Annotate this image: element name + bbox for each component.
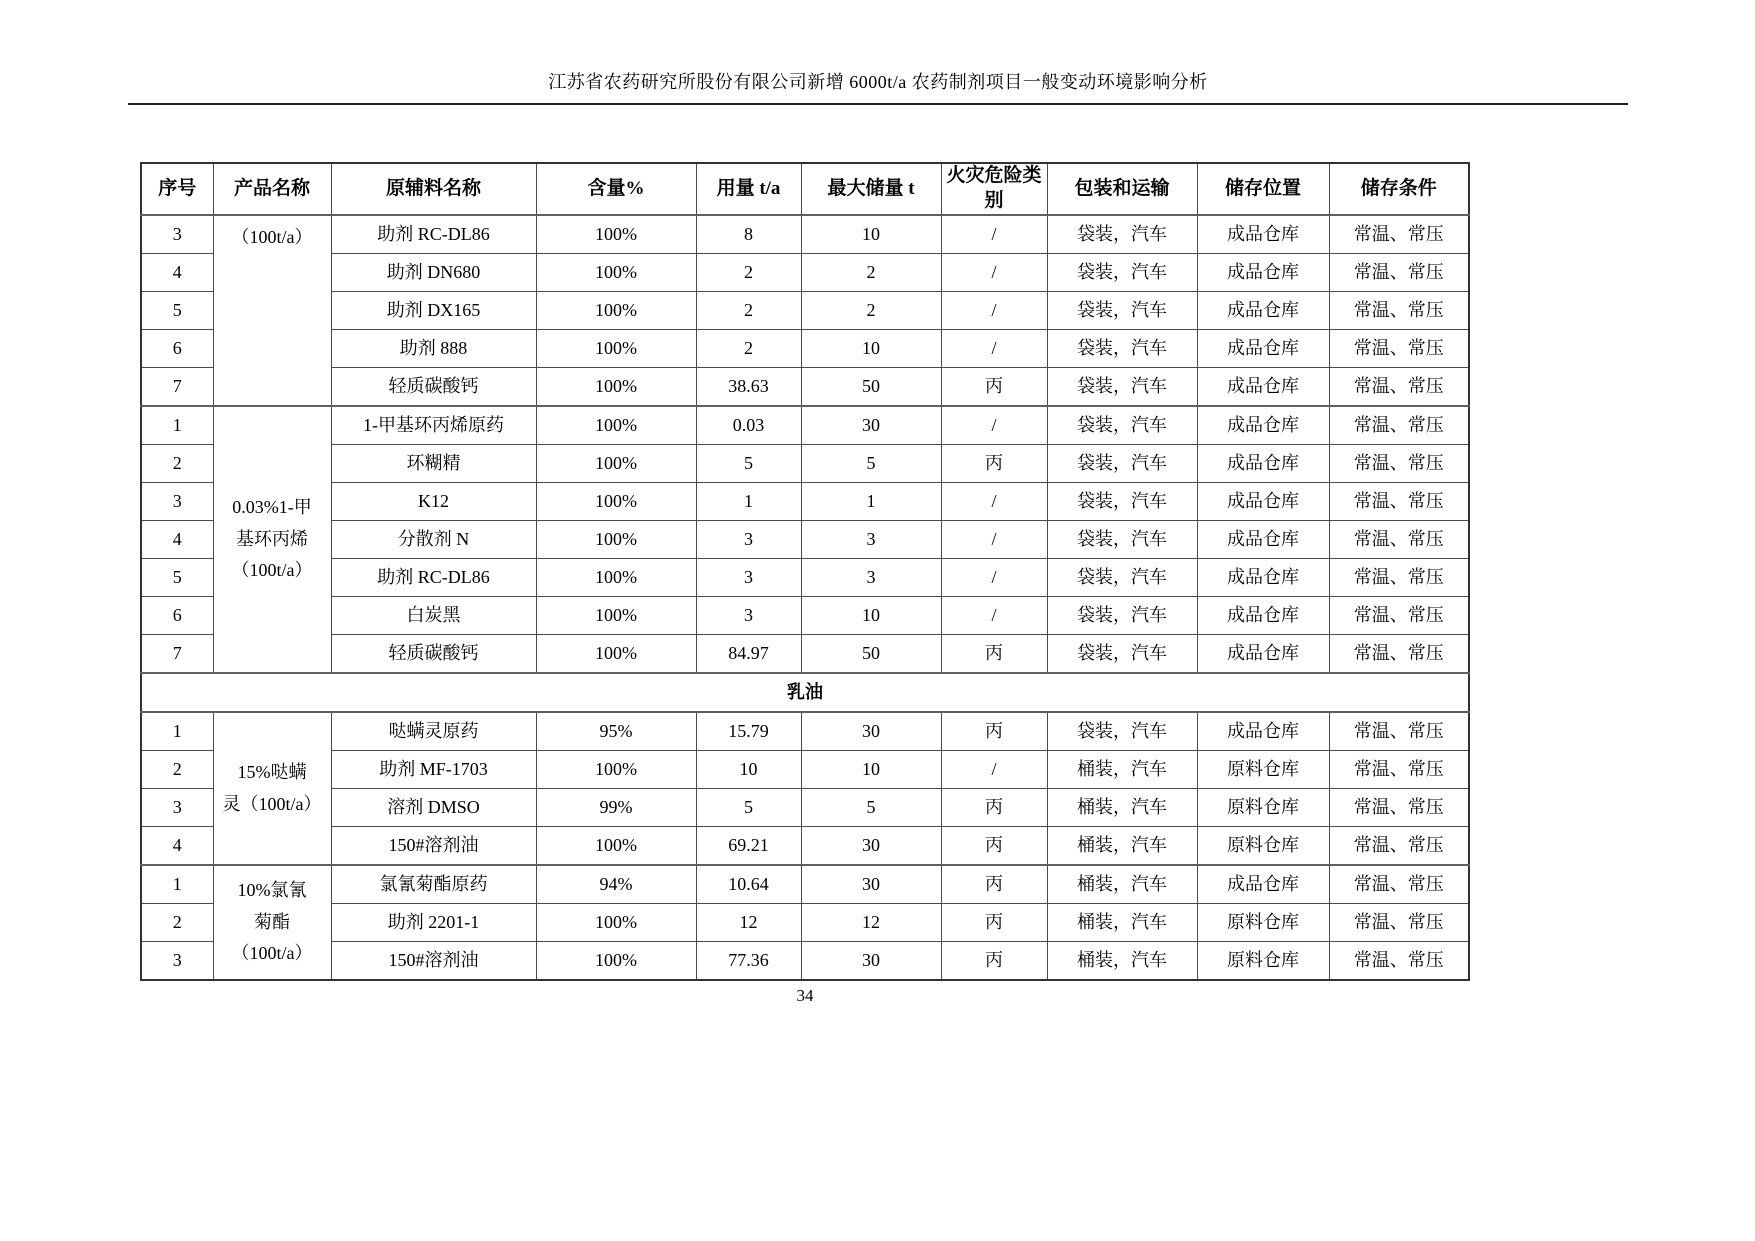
cell-usage: 3 bbox=[696, 521, 801, 559]
table-row bbox=[141, 254, 1469, 292]
cell-material-name: 助剂 RC-DL86 bbox=[331, 559, 536, 597]
cell-usage: 12 bbox=[696, 904, 801, 942]
section-label: 乳油 bbox=[141, 673, 1469, 712]
table-row bbox=[141, 445, 1469, 483]
column-header-8: 包装和运输 bbox=[1047, 163, 1197, 215]
cell-max-storage: 5 bbox=[801, 789, 941, 827]
cell-usage: 15.79 bbox=[696, 712, 801, 751]
table-row bbox=[141, 330, 1469, 368]
cell-material-name: 助剂 MF-1703 bbox=[331, 751, 536, 789]
header-title: 江苏省农药研究所股份有限公司新增 6000t/a 农药制剂项目一般变动环境影响分析 bbox=[548, 72, 1208, 92]
cell-content-percent: 100% bbox=[536, 521, 696, 559]
cell-fire-hazard-class: 丙 bbox=[941, 827, 1047, 866]
materials-table-body bbox=[141, 215, 1469, 980]
cell-storage-condition: 常温、常压 bbox=[1329, 215, 1469, 254]
cell-usage: 2 bbox=[696, 292, 801, 330]
cell-index: 4 bbox=[141, 827, 213, 866]
cell-packaging-transport: 袋装，汽车 bbox=[1047, 368, 1197, 407]
cell-packaging-transport: 袋装，汽车 bbox=[1047, 292, 1197, 330]
cell-content-percent: 100% bbox=[536, 483, 696, 521]
cell-packaging-transport: 袋装，汽车 bbox=[1047, 597, 1197, 635]
cell-material-name: 助剂 DN680 bbox=[331, 254, 536, 292]
column-header-6: 最大储量 t bbox=[801, 163, 941, 215]
cell-packaging-transport: 桶装，汽车 bbox=[1047, 904, 1197, 942]
cell-content-percent: 100% bbox=[536, 330, 696, 368]
cell-usage: 10 bbox=[696, 751, 801, 789]
cell-storage-condition: 常温、常压 bbox=[1329, 254, 1469, 292]
cell-max-storage: 50 bbox=[801, 368, 941, 407]
cell-storage-condition: 常温、常压 bbox=[1329, 559, 1469, 597]
cell-storage-location: 原料仓库 bbox=[1197, 751, 1329, 789]
cell-packaging-transport: 袋装，汽车 bbox=[1047, 712, 1197, 751]
cell-packaging-transport: 桶装，汽车 bbox=[1047, 865, 1197, 904]
cell-packaging-transport: 桶装，汽车 bbox=[1047, 827, 1197, 866]
column-header-1: 序号 bbox=[141, 163, 213, 215]
cell-max-storage: 10 bbox=[801, 751, 941, 789]
cell-fire-hazard-class: 丙 bbox=[941, 635, 1047, 674]
cell-storage-condition: 常温、常压 bbox=[1329, 904, 1469, 942]
cell-fire-hazard-class: 丙 bbox=[941, 904, 1047, 942]
cell-material-name: 助剂 888 bbox=[331, 330, 536, 368]
cell-storage-location: 成品仓库 bbox=[1197, 292, 1329, 330]
column-header-7: 火灾危险类别 bbox=[941, 163, 1047, 215]
cell-fire-hazard-class: / bbox=[941, 597, 1047, 635]
cell-fire-hazard-class: 丙 bbox=[941, 865, 1047, 904]
table-row bbox=[141, 292, 1469, 330]
cell-content-percent: 100% bbox=[536, 904, 696, 942]
cell-index: 3 bbox=[141, 483, 213, 521]
cell-index: 2 bbox=[141, 445, 213, 483]
table-header-row bbox=[141, 163, 1469, 215]
cell-max-storage: 50 bbox=[801, 635, 941, 674]
cell-packaging-transport: 袋装，汽车 bbox=[1047, 483, 1197, 521]
cell-storage-location: 成品仓库 bbox=[1197, 330, 1329, 368]
cell-index: 3 bbox=[141, 789, 213, 827]
cell-max-storage: 5 bbox=[801, 445, 941, 483]
cell-index: 7 bbox=[141, 635, 213, 674]
table-header bbox=[141, 163, 1469, 215]
cell-content-percent: 95% bbox=[536, 712, 696, 751]
section-row bbox=[141, 673, 1469, 712]
column-header-3: 原辅料名称 bbox=[331, 163, 536, 215]
page-number: 34 bbox=[796, 986, 814, 1005]
cell-content-percent: 100% bbox=[536, 751, 696, 789]
cell-max-storage: 2 bbox=[801, 292, 941, 330]
cell-index: 4 bbox=[141, 254, 213, 292]
cell-usage: 8 bbox=[696, 215, 801, 254]
cell-index: 3 bbox=[141, 215, 213, 254]
table-row bbox=[141, 559, 1469, 597]
table-row bbox=[141, 865, 1469, 904]
cell-fire-hazard-class: 丙 bbox=[941, 789, 1047, 827]
column-header-5: 用量 t/a bbox=[696, 163, 801, 215]
cell-content-percent: 100% bbox=[536, 445, 696, 483]
table-row bbox=[141, 521, 1469, 559]
cell-storage-condition: 常温、常压 bbox=[1329, 712, 1469, 751]
cell-packaging-transport: 袋装，汽车 bbox=[1047, 635, 1197, 674]
cell-usage: 1 bbox=[696, 483, 801, 521]
cell-fire-hazard-class: / bbox=[941, 330, 1047, 368]
cell-usage: 5 bbox=[696, 445, 801, 483]
cell-product-name: 0.03%1-甲 基环丙烯 （100t/a） bbox=[213, 406, 331, 673]
cell-max-storage: 3 bbox=[801, 559, 941, 597]
cell-storage-condition: 常温、常压 bbox=[1329, 635, 1469, 674]
cell-packaging-transport: 桶装，汽车 bbox=[1047, 751, 1197, 789]
cell-max-storage: 3 bbox=[801, 521, 941, 559]
cell-usage: 77.36 bbox=[696, 942, 801, 981]
cell-storage-location: 成品仓库 bbox=[1197, 254, 1329, 292]
cell-content-percent: 100% bbox=[536, 292, 696, 330]
cell-storage-condition: 常温、常压 bbox=[1329, 942, 1469, 981]
cell-index: 4 bbox=[141, 521, 213, 559]
cell-index: 7 bbox=[141, 368, 213, 407]
cell-storage-condition: 常温、常压 bbox=[1329, 368, 1469, 407]
table-row bbox=[141, 712, 1469, 751]
cell-index: 2 bbox=[141, 751, 213, 789]
cell-usage: 84.97 bbox=[696, 635, 801, 674]
cell-packaging-transport: 桶装，汽车 bbox=[1047, 942, 1197, 981]
cell-content-percent: 100% bbox=[536, 635, 696, 674]
cell-max-storage: 30 bbox=[801, 865, 941, 904]
cell-packaging-transport: 袋装，汽车 bbox=[1047, 254, 1197, 292]
cell-usage: 2 bbox=[696, 254, 801, 292]
cell-storage-condition: 常温、常压 bbox=[1329, 406, 1469, 445]
cell-max-storage: 1 bbox=[801, 483, 941, 521]
cell-max-storage: 30 bbox=[801, 712, 941, 751]
cell-max-storage: 2 bbox=[801, 254, 941, 292]
cell-storage-location: 成品仓库 bbox=[1197, 445, 1329, 483]
cell-material-name: 氯氰菊酯原药 bbox=[331, 865, 536, 904]
cell-storage-location: 原料仓库 bbox=[1197, 789, 1329, 827]
cell-material-name: 哒螨灵原药 bbox=[331, 712, 536, 751]
cell-material-name: 轻质碳酸钙 bbox=[331, 635, 536, 674]
cell-storage-condition: 常温、常压 bbox=[1329, 597, 1469, 635]
cell-fire-hazard-class: / bbox=[941, 751, 1047, 789]
cell-storage-location: 原料仓库 bbox=[1197, 942, 1329, 981]
document-header bbox=[128, 68, 1628, 105]
table-row bbox=[141, 597, 1469, 635]
cell-index: 2 bbox=[141, 904, 213, 942]
cell-packaging-transport: 袋装，汽车 bbox=[1047, 521, 1197, 559]
cell-fire-hazard-class: / bbox=[941, 292, 1047, 330]
cell-usage: 10.64 bbox=[696, 865, 801, 904]
cell-index: 6 bbox=[141, 330, 213, 368]
table-row bbox=[141, 789, 1469, 827]
cell-product-name: （100t/a） bbox=[213, 215, 331, 406]
cell-product-name: 15%哒螨 灵（100t/a） bbox=[213, 712, 331, 865]
cell-fire-hazard-class: 丙 bbox=[941, 445, 1047, 483]
cell-packaging-transport: 袋装，汽车 bbox=[1047, 215, 1197, 254]
cell-storage-location: 成品仓库 bbox=[1197, 597, 1329, 635]
cell-material-name: 150#溶剂油 bbox=[331, 827, 536, 866]
cell-fire-hazard-class: / bbox=[941, 254, 1047, 292]
document-footer bbox=[140, 986, 1470, 1006]
cell-usage: 69.21 bbox=[696, 827, 801, 866]
cell-storage-location: 成品仓库 bbox=[1197, 635, 1329, 674]
cell-fire-hazard-class: / bbox=[941, 215, 1047, 254]
cell-storage-location: 成品仓库 bbox=[1197, 559, 1329, 597]
table-row bbox=[141, 215, 1469, 254]
cell-content-percent: 100% bbox=[536, 368, 696, 407]
cell-material-name: 助剂 DX165 bbox=[331, 292, 536, 330]
cell-index: 5 bbox=[141, 559, 213, 597]
cell-fire-hazard-class: / bbox=[941, 483, 1047, 521]
cell-max-storage: 12 bbox=[801, 904, 941, 942]
cell-max-storage: 10 bbox=[801, 215, 941, 254]
cell-storage-location: 成品仓库 bbox=[1197, 483, 1329, 521]
cell-storage-condition: 常温、常压 bbox=[1329, 292, 1469, 330]
cell-usage: 38.63 bbox=[696, 368, 801, 407]
cell-material-name: 助剂 2201-1 bbox=[331, 904, 536, 942]
cell-storage-condition: 常温、常压 bbox=[1329, 827, 1469, 866]
cell-content-percent: 94% bbox=[536, 865, 696, 904]
cell-fire-hazard-class: 丙 bbox=[941, 712, 1047, 751]
cell-storage-condition: 常温、常压 bbox=[1329, 865, 1469, 904]
cell-index: 1 bbox=[141, 406, 213, 445]
table-row bbox=[141, 406, 1469, 445]
cell-storage-location: 成品仓库 bbox=[1197, 406, 1329, 445]
cell-material-name: 轻质碳酸钙 bbox=[331, 368, 536, 407]
table-row bbox=[141, 751, 1469, 789]
table-row bbox=[141, 635, 1469, 674]
cell-index: 1 bbox=[141, 712, 213, 751]
cell-storage-condition: 常温、常压 bbox=[1329, 521, 1469, 559]
table-row bbox=[141, 942, 1469, 981]
cell-max-storage: 30 bbox=[801, 406, 941, 445]
cell-fire-hazard-class: / bbox=[941, 521, 1047, 559]
cell-content-percent: 100% bbox=[536, 942, 696, 981]
cell-content-percent: 100% bbox=[536, 827, 696, 866]
cell-usage: 0.03 bbox=[696, 406, 801, 445]
cell-material-name: K12 bbox=[331, 483, 536, 521]
cell-content-percent: 100% bbox=[536, 254, 696, 292]
cell-packaging-transport: 袋装，汽车 bbox=[1047, 559, 1197, 597]
cell-storage-condition: 常温、常压 bbox=[1329, 483, 1469, 521]
cell-content-percent: 100% bbox=[536, 215, 696, 254]
cell-material-name: 分散剂 N bbox=[331, 521, 536, 559]
table-row bbox=[141, 368, 1469, 407]
column-header-10: 储存条件 bbox=[1329, 163, 1469, 215]
cell-packaging-transport: 袋装，汽车 bbox=[1047, 330, 1197, 368]
cell-storage-location: 原料仓库 bbox=[1197, 827, 1329, 866]
cell-content-percent: 99% bbox=[536, 789, 696, 827]
cell-storage-condition: 常温、常压 bbox=[1329, 330, 1469, 368]
cell-fire-hazard-class: 丙 bbox=[941, 368, 1047, 407]
cell-content-percent: 100% bbox=[536, 559, 696, 597]
cell-material-name: 溶剂 DMSO bbox=[331, 789, 536, 827]
cell-storage-condition: 常温、常压 bbox=[1329, 445, 1469, 483]
cell-storage-condition: 常温、常压 bbox=[1329, 789, 1469, 827]
cell-storage-location: 成品仓库 bbox=[1197, 712, 1329, 751]
cell-storage-location: 成品仓库 bbox=[1197, 865, 1329, 904]
cell-content-percent: 100% bbox=[536, 597, 696, 635]
cell-max-storage: 10 bbox=[801, 597, 941, 635]
cell-index: 5 bbox=[141, 292, 213, 330]
cell-storage-location: 成品仓库 bbox=[1197, 215, 1329, 254]
cell-fire-hazard-class: / bbox=[941, 559, 1047, 597]
cell-storage-location: 成品仓库 bbox=[1197, 368, 1329, 407]
column-header-4: 含量% bbox=[536, 163, 696, 215]
cell-fire-hazard-class: / bbox=[941, 406, 1047, 445]
materials-table bbox=[140, 162, 1470, 981]
table-row bbox=[141, 904, 1469, 942]
cell-content-percent: 100% bbox=[536, 406, 696, 445]
cell-max-storage: 30 bbox=[801, 942, 941, 981]
cell-packaging-transport: 袋装，汽车 bbox=[1047, 406, 1197, 445]
cell-index: 1 bbox=[141, 865, 213, 904]
cell-product-name: 10%氯氰 菊酯 （100t/a） bbox=[213, 865, 331, 980]
cell-index: 6 bbox=[141, 597, 213, 635]
cell-storage-location: 原料仓库 bbox=[1197, 904, 1329, 942]
table-row bbox=[141, 827, 1469, 866]
cell-max-storage: 30 bbox=[801, 827, 941, 866]
cell-max-storage: 10 bbox=[801, 330, 941, 368]
cell-storage-location: 成品仓库 bbox=[1197, 521, 1329, 559]
cell-material-name: 环糊精 bbox=[331, 445, 536, 483]
column-header-9: 储存位置 bbox=[1197, 163, 1329, 215]
cell-usage: 5 bbox=[696, 789, 801, 827]
cell-material-name: 150#溶剂油 bbox=[331, 942, 536, 981]
table-row bbox=[141, 483, 1469, 521]
cell-fire-hazard-class: 丙 bbox=[941, 942, 1047, 981]
cell-material-name: 白炭黑 bbox=[331, 597, 536, 635]
cell-material-name: 1-甲基环丙烯原药 bbox=[331, 406, 536, 445]
cell-usage: 3 bbox=[696, 559, 801, 597]
cell-packaging-transport: 桶装，汽车 bbox=[1047, 789, 1197, 827]
cell-packaging-transport: 袋装，汽车 bbox=[1047, 445, 1197, 483]
column-header-2: 产品名称 bbox=[213, 163, 331, 215]
cell-material-name: 助剂 RC-DL86 bbox=[331, 215, 536, 254]
cell-index: 3 bbox=[141, 942, 213, 981]
cell-storage-condition: 常温、常压 bbox=[1329, 751, 1469, 789]
cell-usage: 3 bbox=[696, 597, 801, 635]
cell-usage: 2 bbox=[696, 330, 801, 368]
